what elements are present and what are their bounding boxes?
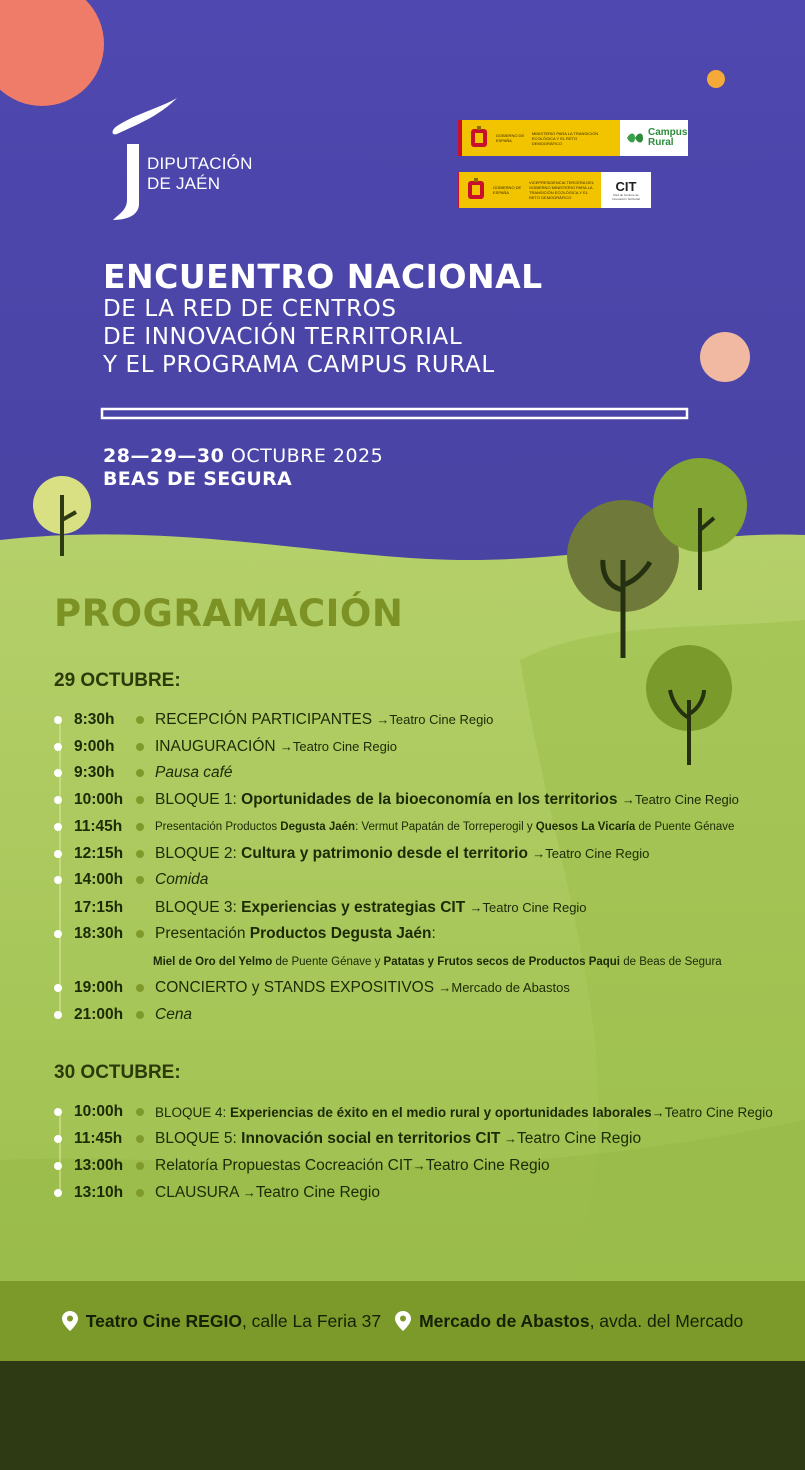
time: 19:00h (74, 979, 124, 996)
spain-crest-icon (465, 177, 487, 203)
activity: BLOQUE 3: Experiencias y estrategias CIT →Teatro Cine Regio (155, 899, 587, 916)
cit-sub-text: Red de Centros de Innovación Territorial (612, 192, 640, 201)
schedule-row (54, 976, 570, 1000)
time: 10:00h (74, 1103, 124, 1120)
location-pin-icon (395, 1311, 411, 1331)
logo-line2: DE JAÉN (147, 174, 221, 193)
day2-label: 30 OCTUBRE: (54, 1062, 181, 1083)
day1-label: 29 OCTUBRE: (54, 670, 181, 691)
time: 11:45h (74, 818, 123, 835)
diputacion-logo (105, 96, 265, 222)
activity: Presentación Productos Degusta Jaén: (155, 925, 436, 942)
bottom-band (0, 1361, 805, 1470)
ministry-text: MINISTERIO PARA LA TRANSICIÓN ECOLÓGICA Y EL RETO DEMOGRÁFICO (531, 130, 599, 146)
activity: Cena (155, 1006, 193, 1023)
schedule-row (54, 708, 493, 732)
gov-text: GOBIERNO DE ESPAÑA (495, 133, 525, 143)
schedule-row (54, 842, 649, 866)
time: 8:30h (74, 711, 115, 728)
schedule-row (54, 761, 233, 785)
timeline-dot (54, 1162, 62, 1170)
bullet (136, 930, 144, 938)
activity: CLAUSURA →Teatro Cine Regio (155, 1184, 380, 1201)
timeline-dot (54, 984, 62, 992)
bullet (136, 1135, 144, 1143)
activity: BLOQUE 4: Experiencias de éxito en el medio rural y oportunidades laborales→Teatro Cine Regio (155, 1104, 773, 1120)
timeline-dot (54, 823, 62, 831)
gov-badge-campus-rural (458, 120, 688, 156)
bullet (136, 1108, 144, 1116)
bullet (136, 1162, 144, 1170)
program-heading: PROGRAMACIÓN (54, 592, 404, 635)
time: 9:30h (74, 764, 115, 781)
activity: BLOQUE 1: Oportunidades de la bioeconomía en los territorios →Teatro Cine Regio (155, 791, 739, 808)
small-orange-dot (707, 70, 725, 88)
timeline-dot (54, 1135, 62, 1143)
bullet (136, 876, 144, 884)
activity: RECEPCIÓN PARTICIPANTES →Teatro Cine Regio (155, 711, 494, 728)
schedule-row (54, 815, 734, 839)
event-place: BEAS DE SEGURA (103, 468, 293, 490)
schedule-continuation (153, 950, 722, 974)
activity: Pausa café (155, 764, 233, 781)
bullet (136, 850, 144, 858)
time: 14:00h (74, 871, 124, 888)
schedule-row (54, 735, 397, 759)
time: 12:15h (74, 845, 124, 862)
bullet (136, 716, 144, 724)
title-line1: ENCUENTRO NACIONAL (103, 257, 543, 296)
schedule-row (54, 896, 587, 920)
activity: Presentación Productos Degusta Jaén: Vermut Papatán de Torreperogil y Quesos La Vicaría de Puente Génave (155, 821, 735, 833)
dates-month: OCTUBRE 2025 (224, 445, 384, 467)
time: 17:15h (74, 899, 124, 916)
bullet (136, 743, 144, 751)
gov-text: GOBIERNO DE ESPAÑA (493, 185, 522, 195)
timeline-dot (54, 1108, 62, 1116)
activity: BLOQUE 2: Cultura y patrimonio desde el territorio →Teatro Cine Regio (155, 845, 650, 862)
timeline-dot (54, 796, 62, 804)
cit-text: CIT (615, 178, 637, 194)
time: 13:00h (74, 1157, 124, 1174)
spain-crest-icon (468, 125, 490, 151)
activity: Relatoría Propuestas Cocreación CIT→Teatro Cine Regio (155, 1157, 550, 1174)
activity: CONCIERTO y STANDS EXPOSITIVOS →Mercado de Abastos (155, 979, 570, 996)
time: 9:00h (74, 738, 115, 755)
time: 21:00h (74, 1006, 124, 1023)
bullet (136, 984, 144, 992)
bullet (136, 823, 144, 831)
activity: INAUGURACIÓN →Teatro Cine Regio (155, 738, 397, 755)
venue-2-text: Mercado de Abastos, avda. del Mercado (419, 1310, 744, 1331)
dates-days: 28—29—30 (103, 445, 225, 467)
leaves-icon (626, 131, 644, 145)
schedule-row (54, 1003, 192, 1027)
schedule-row (54, 1181, 380, 1205)
schedule-row (54, 1154, 550, 1178)
event-dates (103, 445, 383, 467)
bullet (136, 769, 144, 777)
time: 18:30h (74, 925, 124, 942)
activity: BLOQUE 5: Innovación social en territorios CIT →Teatro Cine Regio (155, 1130, 642, 1147)
title-line2: DE LA RED DE CENTROS (103, 296, 397, 322)
timeline-dot (54, 743, 62, 751)
schedule-row (54, 868, 208, 892)
logo-line1: DIPUTACIÓN (147, 154, 253, 173)
venue-1-text: Teatro Cine REGIO, calle La Feria 37 (85, 1310, 382, 1331)
schedule-row (54, 922, 436, 946)
bullet (136, 1189, 144, 1197)
pink-circle (700, 332, 750, 382)
timeline-dot (54, 1011, 62, 1019)
time: 13:10h (74, 1184, 124, 1201)
timeline-dot (54, 716, 62, 724)
venue-2 (395, 1311, 743, 1332)
timeline-dot (54, 930, 62, 938)
campus-rural-text: Campus Rural (648, 127, 688, 148)
timeline-dot (54, 876, 62, 884)
time: 10:00h (74, 791, 124, 808)
gov-badge-yellow (459, 172, 601, 208)
bullet (136, 796, 144, 804)
schedule-row (54, 1100, 773, 1124)
timeline-dot (54, 850, 62, 858)
gov-badge-cit (458, 172, 651, 208)
timeline-dot (54, 1189, 62, 1197)
location-pin-icon (62, 1311, 78, 1331)
campus-rural-logo (620, 120, 688, 156)
cit-logo (601, 172, 651, 208)
bullet (136, 1011, 144, 1019)
title-line3: DE INNOVACIÓN TERRITORIAL (103, 324, 463, 350)
timeline-dot (54, 769, 62, 777)
title-line4: Y EL PROGRAMA CAMPUS RURAL (103, 352, 495, 378)
activity-detail: Miel de Oro del Yelmo de Puente Génave y Patatas y Frutos secos de Productos Paqui de Beas de Segura (153, 956, 722, 968)
time: 11:45h (74, 1130, 123, 1147)
footer-venues (0, 1281, 805, 1361)
schedule-row (54, 1127, 641, 1151)
schedule-row (54, 788, 739, 812)
gov-badge-yellow (462, 120, 620, 156)
ministry-text: VICEPRESIDENCIA TERCERA DEL GOBIERNO MINISTERIO PARA LA TRANSICIÓN ECOLÓGICA Y EL RETO DEMOGRÁFICO (529, 180, 594, 200)
venue-1 (62, 1311, 381, 1332)
activity: Comida (155, 871, 209, 888)
